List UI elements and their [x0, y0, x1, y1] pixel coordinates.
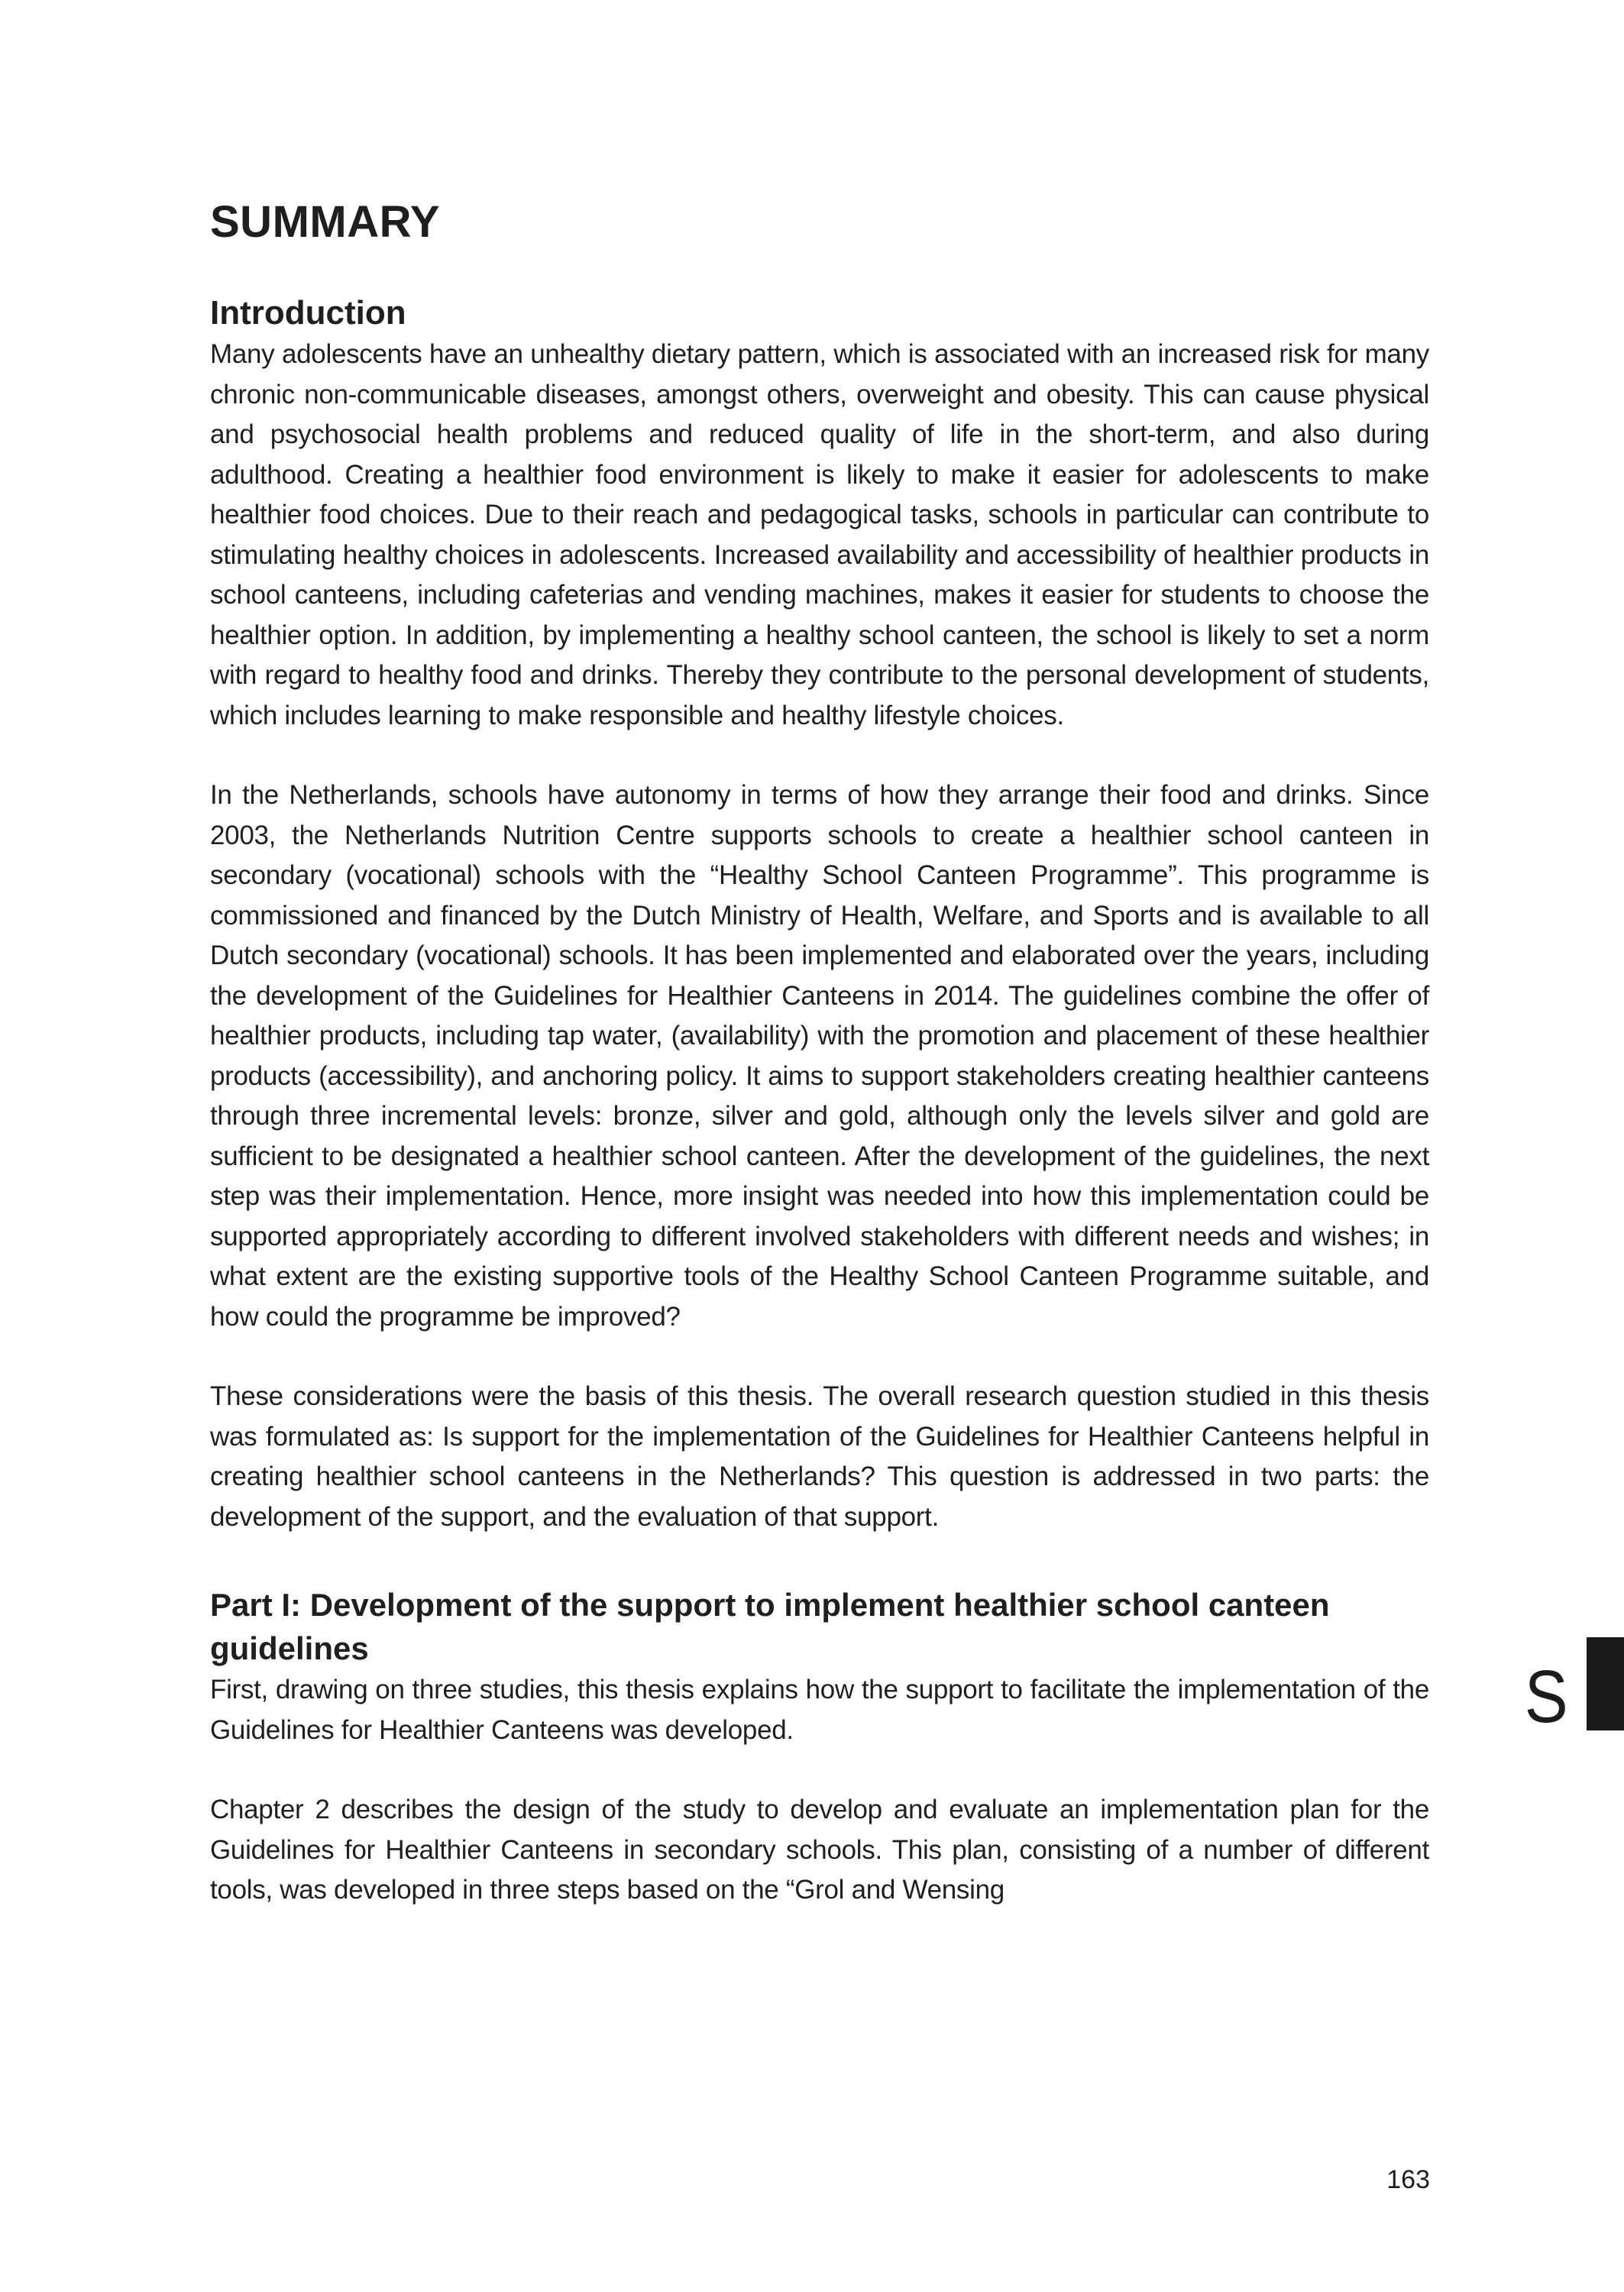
section-heading-part1-line1: Part I: Development of the support to implement healthier school canteen — [210, 1587, 1330, 1623]
section-heading-part1 — [210, 1583, 1429, 1670]
part1-paragraph-2: Chapter 2 describes the design of the study to develop and evaluate an implementation plan for the Guidelines for Healthier Canteens in secondary schools. This plan, consisting of a number of different tools, was developed in three steps based on the “Grol and Wensing — [210, 1795, 1429, 1905]
part1-paragraph-1: First, drawing on three studies, this thesis explains how the support to facilitate the implementation of the Guidelines for Healthier Canteens was developed. — [210, 1675, 1429, 1745]
intro-paragraph-3: These considerations were the basis of this thesis. The overall research question studied in this thesis was formulated as: Is support for the implementation of the Guidelines for Healthier Canteens helpful in creating healthier school canteens in the Netherlands? This question is addressed in two parts: the development of the support, and the evaluation of that support. — [210, 1381, 1429, 1532]
section-heading-part1-line2: guidelines — [210, 1630, 369, 1666]
chapter-tab-block — [1587, 1637, 1624, 1730]
intro-paragraph-1: Many adolescents have an unhealthy dietary pattern, which is associated with an increased risk for many chronic non-communicable diseases, amongst others, overweight and obesity. This can cause physical and psychosocial health problems and reduced quality of life in the short-term, and also during adulthood. Creating a healthier food environment is likely to make it easier for adolescents to make healthier food choices. Due to their reach and pedagogical tasks, schools in particular can contribute to stimulating healthy choices in adolescents. Increased availability and accessibility of healthier products in school canteens, including cafeterias and vending machines, makes it easier for students to choose the healthier option. In addition, by implementing a healthy school canteen, the school is likely to set a norm with regard to healthy food and drinks. Thereby they contribute to the personal development of students, which includes learning to make responsible and healthy lifestyle choices. — [210, 339, 1429, 730]
intro-paragraph-2: In the Netherlands, schools have autonomy in terms of how they arrange their food and drinks. Since 2003, the Netherlands Nutrition Centre supports schools to create a healthier school canteen in secondary (vocational) schools with the “Healthy School Canteen Programme”. This programme is commissioned and financed by the Dutch Ministry of Health, Welfare, and Sports and is available to all Dutch secondary (vocational) schools. It has been implemented and elaborated over the years, including the development of the Guidelines for Healthier Canteens in 2014. The guidelines combine the offer of healthier products, including tap water, (availability) with the promotion and placement of these healthier products (accessibility), and anchoring policy. It aims to support stakeholders creating healthier canteens through three incremental levels: bronze, silver and gold, although only the levels silver and gold are sufficient to be designated a healthier school canteen. After the development of the guidelines, the next step was their implementation. Hence, more insight was needed into how this implementation could be supported appropriately according to different involved stakeholders with different needs and wishes; in what extent are the existing supportive tools of the Healthy School Canteen Programme suitable, and how could the programme be improved? — [210, 780, 1429, 1332]
section-heading-introduction: Introduction — [210, 294, 406, 332]
page-number: 163 — [1386, 2165, 1430, 2194]
summary-content — [210, 0, 1429, 1911]
page-title: SUMMARY — [210, 197, 441, 247]
chapter-tab-letter: S — [1525, 1655, 1568, 1738]
